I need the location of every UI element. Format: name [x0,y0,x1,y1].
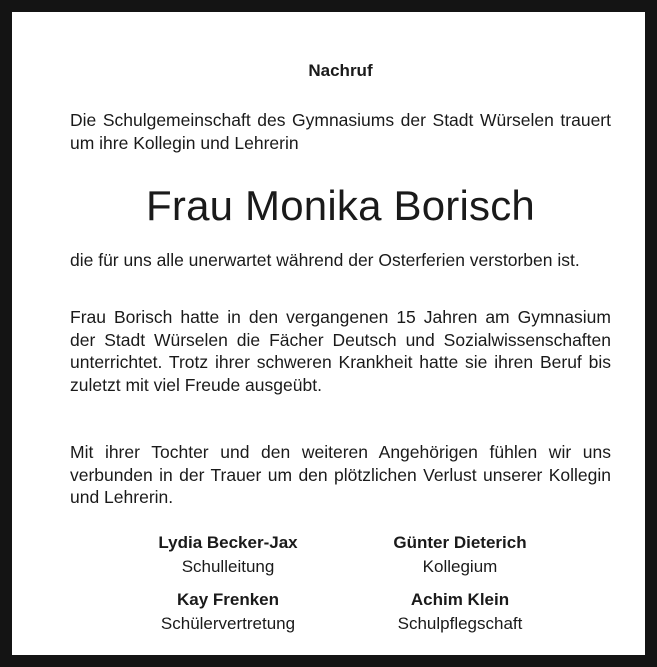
signatory-role: Kollegium [422,557,498,576]
body-paragraph-1: die für uns alle unerwartet während der Osterferien verstorben ist. [70,250,580,270]
body-paragraph-2: Frau Borisch hatte in den vergangenen 15 Jahren am Gymnasium der Stadt Würselen die Fächer Deutsch und Sozialwissenschaften unterrichtet. Trotz ihrer schweren Krankheit hatte sie ihren Beruf bis zuletzt mit viel Freude ausgeübt. [70,307,611,395]
signatory-role: Schulpflegschaft [397,614,523,633]
notice-heading: Nachruf [308,61,373,80]
signatory-name: Günter Dieterich [393,533,527,552]
signatory-name: Achim Klein [410,590,510,609]
signature-schulleitung [108,531,348,579]
signatory-role: Schülervertretung [160,614,296,633]
body-paragraph-3: Mit ihrer Tochter und den weiteren Angehörigen fühlen wir uns verbunden in der Trauer um den plötzlichen Verlust unserer Kollegin und Lehrerin. [70,442,611,507]
deceased-name: Frau Monika Borisch [146,182,535,229]
signatory-name: Lydia Becker-Jax [158,533,298,552]
signature-schulpflegschaft [340,588,580,636]
signature-kollegium [340,531,580,579]
intro-paragraph: Die Schulgemeinschaft des Gymnasiums der Stadt Würselen trauert um ihre Kollegin und Lehrerin [70,110,611,153]
signature-schuelervertretung [108,588,348,636]
signatory-name: Kay Frenken [176,590,280,609]
signatory-role: Schulleitung [181,557,275,576]
